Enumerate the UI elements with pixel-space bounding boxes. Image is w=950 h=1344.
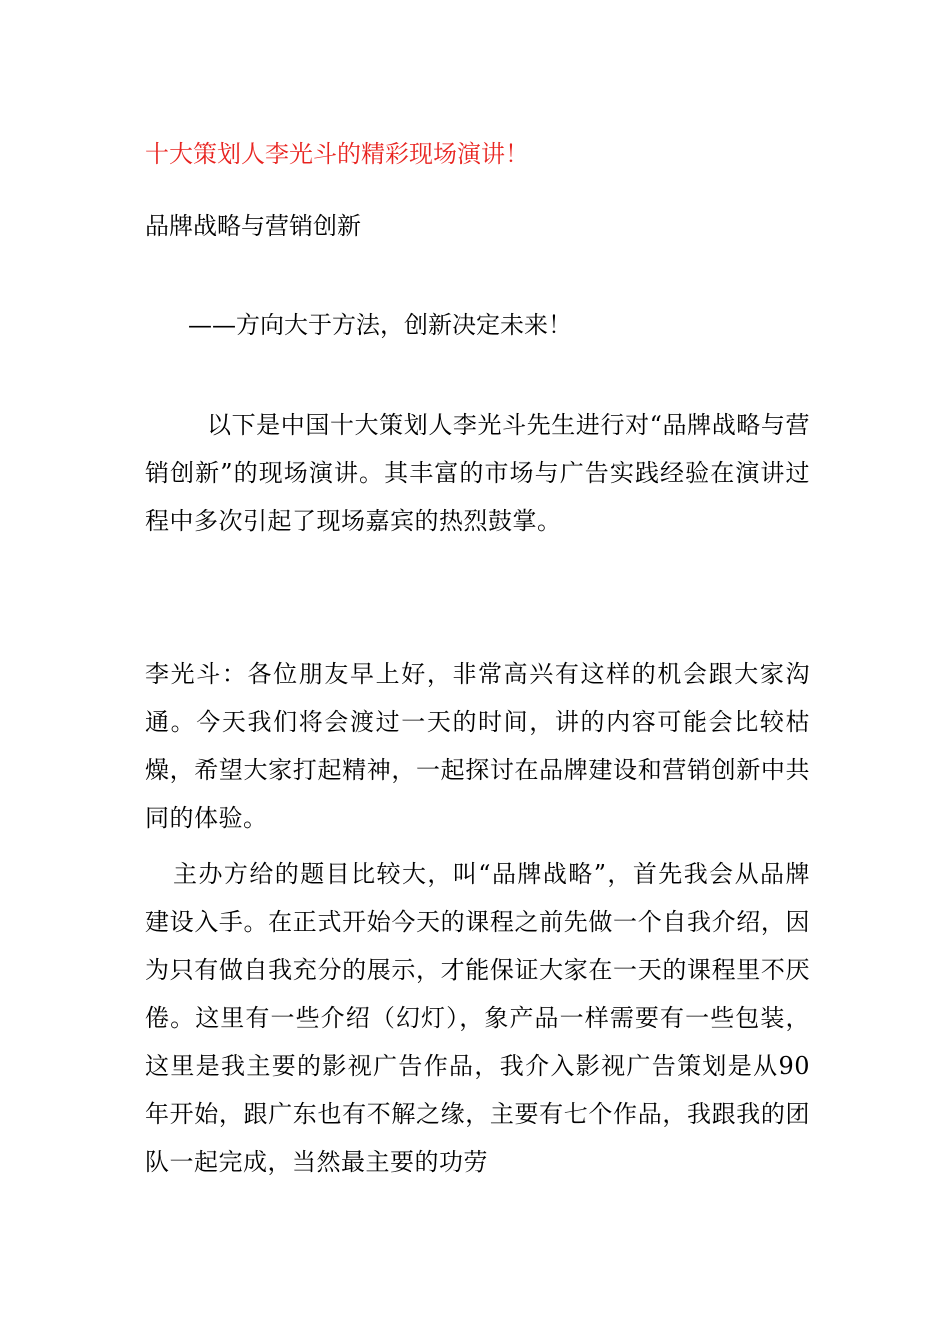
document-tagline: ——方向大于方法，创新决定未来！	[188, 311, 572, 339]
document-title: 十大策划人李光斗的精彩现场演讲！	[145, 140, 529, 168]
document-subtitle: 品牌战略与营销创新	[145, 212, 361, 240]
intro-paragraph: 以下是中国十大策划人李光斗先生进行对“品牌战略与营销创新”的现场演讲。其丰富的市场与广告实践经验在演讲过程中多次引起了现场嘉宾的热烈鼓掌。	[145, 411, 810, 535]
speech-paragraph-2: 主办方给的题目比较大，叫“品牌战略”，首先我会从品牌建设入手。在正式开始今天的课程之前先做一个自我介绍，因为只有做自我充分的展示，才能保证大家在一天的课程里不厌倦。这里有一些介绍（幻灯），象产品一样需要有一些包装，这里是我主要的影视广告作品，我介入影视广告策划是从90年开始，跟广东也有不解之缘，主要有七个作品，我跟我的团队一起完成，当然最主要的功劳	[145, 860, 810, 1176]
speech-paragraph-1: 李光斗：各位朋友早上好，非常高兴有这样的机会跟大家沟通。今天我们将会渡过一天的时间，讲的内容可能会比较枯燥，希望大家打起精神，一起探讨在品牌建设和营销创新中共同的体验。	[145, 660, 810, 832]
